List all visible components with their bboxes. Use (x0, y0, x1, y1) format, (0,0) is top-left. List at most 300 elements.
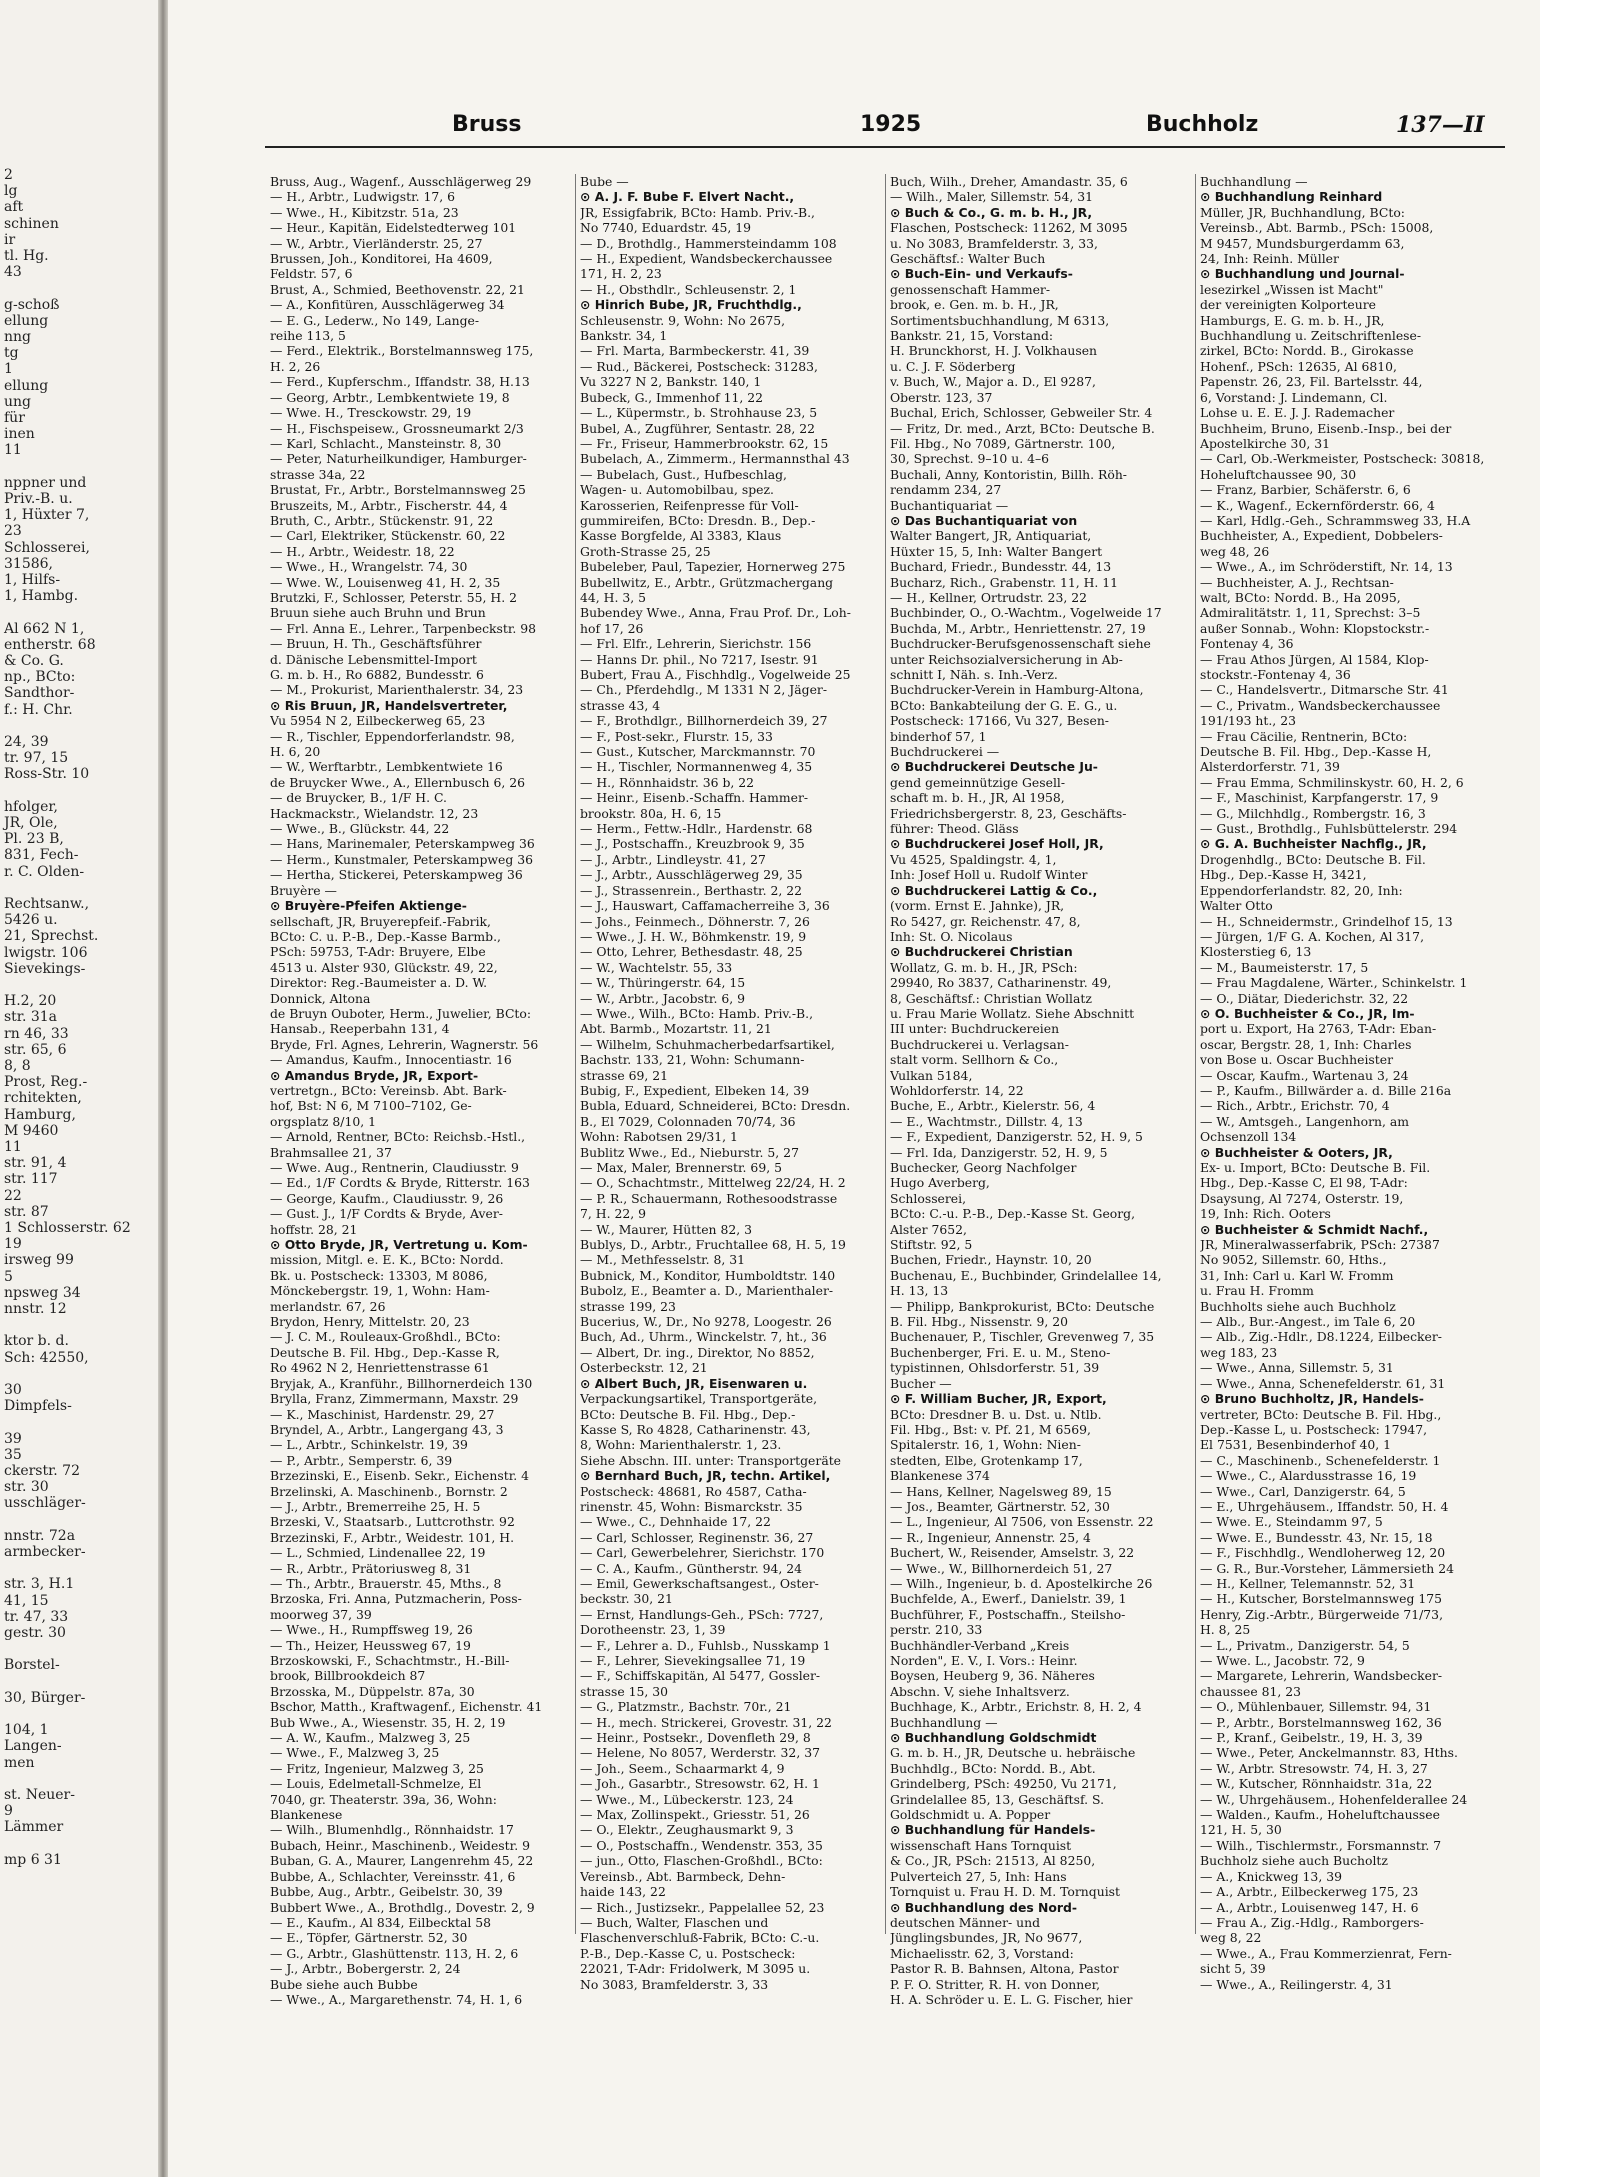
directory-entry-line: Buchholz siehe auch Bucholtz (1200, 1853, 1388, 1869)
directory-entry-line: — Wwe., A., im Schröderstift, Nr. 14, 13 (1200, 559, 1453, 575)
directory-entry-line: stalt vorm. Sellhorn & Co., (890, 1052, 1059, 1068)
directory-entry-line: Buchal, Erich, Schlosser, Gebweiler Str. 4 (890, 405, 1153, 421)
directory-entry-line: — H., Fischspeisew., Grossneumarkt 2/3 (270, 420, 524, 436)
directory-entry-line: Wagen- u. Automobilbau, spez. (580, 482, 774, 498)
directory-entry-line: — Wwe., A., Reilingerstr. 4, 31 (1200, 1976, 1393, 1992)
left-page-line: ellung (4, 377, 49, 394)
directory-entry-line: Hbg., Dep.-Kasse C, El 98, T-Adr: (1200, 1175, 1408, 1191)
directory-entry-line: 6, Vorstand: J. Lindemann, Cl. (1200, 389, 1388, 405)
left-page-line: 35 (4, 1446, 22, 1463)
left-page-line: hfolger, (4, 798, 58, 815)
directory-entry-line: hof, Bst: N 6, M 7100–7102, Ge- (270, 1098, 472, 1114)
left-page-line: 2 (4, 167, 13, 183)
left-page-line: & Co. G. (4, 653, 64, 669)
directory-entry-line: — W., Arbtr., Jacobstr. 6, 9 (580, 990, 745, 1006)
directory-entry-line: mission, Mitgl. e. E. K., BCto: Nordd. (270, 1252, 504, 1268)
directory-entry-line: 121, H. 5, 30 (1200, 1822, 1282, 1838)
directory-entry-line: Eppendorferlandstr. 82, 20, Inh: (1200, 882, 1403, 898)
directory-entry-line: — F., Fischhdlg., Wendloherweg 12, 20 (1200, 1545, 1446, 1561)
directory-entry-line: hof 17, 26 (580, 620, 644, 636)
directory-entry-line: Brahmsallee 21, 37 (270, 1144, 392, 1160)
directory-entry-line: — E. G., Lederw., No 149, Lange- (270, 312, 480, 328)
directory-entry-line: Boysen, Heuberg 9, 36. Näheres (890, 1668, 1095, 1684)
directory-entry-line: Brzelinski, A. Maschinenb., Bornstr. 2 (270, 1483, 508, 1499)
directory-entry-line: ⊙ O. Buchheister & Co., JR, Im- (1200, 1005, 1415, 1021)
directory-entry-line: — Jürgen, 1/F G. A. Kochen, Al 317, (1200, 928, 1425, 944)
directory-entry-line: ⊙ Buchheister & Ooters, JR, (1200, 1144, 1393, 1160)
directory-entry-line: No 9052, Sillemstr. 60, Hths., (1200, 1252, 1387, 1268)
directory-entry-line: Bubolz, E., Beamter a. D., Marienthaler- (580, 1283, 834, 1299)
directory-entry-line: — Emil, Gewerkschaftsangest., Oster- (580, 1575, 819, 1591)
column-1 (270, 174, 570, 2007)
directory-entry-line: — jun., Otto, Flaschen-Großhdl., BCto: (580, 1853, 823, 1869)
directory-entry-line: Vu 5954 N 2, Eilbeckerweg 65, 23 (270, 713, 486, 729)
directory-entry-line: strasse 199, 23 (580, 1298, 676, 1314)
directory-entry-line: — W., Maurer, Hütten 82, 3 (580, 1221, 752, 1237)
directory-entry-line: — Carl, Elektriker, Stückenstr. 60, 22 (270, 528, 506, 544)
page-header (168, 112, 1600, 146)
directory-entry-line: Bube — (580, 174, 629, 189)
directory-entry-line: haide 143, 22 (580, 1884, 666, 1900)
directory-entry-line: Kasse S, Ro 4828, Catharinenstr. 43, (580, 1421, 811, 1437)
directory-entry-line: BCto: Deutsche B. Fil. Hbg., Dep.- (580, 1406, 796, 1422)
directory-entry-line: G. m. b. H., JR, Deutsche u. hebräische (890, 1745, 1136, 1761)
directory-entry-line: — Frl. Elfr., Lehrerin, Sierichstr. 156 (580, 636, 812, 652)
directory-entry-line: Bubbert Wwe., A., Brothdlg., Dovestr. 2, 9 (270, 1899, 535, 1915)
directory-entry-line: & Co., JR, PSch: 21513, Al 8250, (890, 1853, 1096, 1869)
directory-entry-line: 7040, gr. Theaterstr. 39a, 36, Wohn: (270, 1791, 497, 1807)
directory-entry-line: — L., Arbtr., Schinkelstr. 19, 39 (270, 1437, 468, 1453)
directory-entry-line: Bruyère — (270, 882, 337, 898)
directory-entry-line: — Gust., Kutscher, Marckmannstr. 70 (580, 744, 816, 760)
directory-entry-line: u. C. J. F. Söderberg (890, 358, 1016, 374)
directory-entry-line: — P., Arbtr., Borstelmannsweg 162, 36 (1200, 1714, 1442, 1730)
column-separator (575, 174, 576, 1934)
directory-entry-line: M 9457, Mundsburgerdamm 63, (1200, 235, 1405, 251)
directory-entry-line: strasse 15, 30 (580, 1683, 669, 1699)
directory-entry-line: Abschn. V, siehe Inhaltsverz. (890, 1683, 1070, 1699)
directory-entry-line: Karosserien, Reifenpresse für Voll- (580, 497, 799, 513)
directory-entry-line: u. Frau Marie Wollatz. Siehe Abschnitt (890, 1005, 1135, 1021)
book-gutter (158, 0, 168, 2177)
directory-entry-line: — Wilhelm, Schuhmacherbedarfsartikel, (580, 1036, 835, 1052)
directory-entry-line: — K., Maschinist, Hardenstr. 29, 27 (270, 1406, 495, 1422)
directory-entry-line: — Frl. Ida, Danzigerstr. 52, H. 9, 5 (890, 1144, 1108, 1160)
directory-entry-line: — F., Schiffskapitän, Al 5477, Gossler- (580, 1668, 821, 1684)
directory-entry-line: — Frl. Marta, Barmbeckerstr. 41, 39 (580, 343, 810, 359)
left-page-line: 24, 39 (4, 734, 49, 750)
directory-entry-line: — Wwe. E., Bundesstr. 43, Nr. 15, 18 (1200, 1529, 1433, 1545)
directory-entry-line: Buchhage, K., Arbtr., Erichstr. 8, H. 2, 4 (890, 1699, 1142, 1715)
directory-entry-line: — Fritz, Ingenieur, Malzweg 3, 25 (270, 1760, 484, 1776)
directory-entry-line: — Louis, Edelmetall-Schmelze, El (270, 1776, 482, 1792)
left-page-line: M 9460 (4, 1122, 59, 1139)
left-page-line: men (4, 1754, 35, 1771)
directory-entry-line: — W., Arbtr. Stresowstr. 74, H. 3, 27 (1200, 1760, 1428, 1776)
directory-entry-line: ⊙ Bernhard Buch, JR, techn. Artikel, (580, 1468, 831, 1484)
directory-entry-line: — Hanns Dr. phil., No 7217, Isestr. 91 (580, 651, 819, 667)
left-page-line: Langen- (4, 1738, 62, 1755)
directory-entry-line: — E., Kaufm., Al 834, Eilbecktal 58 (270, 1914, 492, 1930)
left-page-line: 8, 8 (4, 1058, 31, 1074)
directory-entry-line: — Wwe., H., Wrangelstr. 74, 30 (270, 559, 468, 575)
directory-entry-line: beckstr. 30, 21 (580, 1591, 673, 1607)
directory-entry-line: — C., Handelsvertr., Ditmarsche Str. 41 (1200, 682, 1449, 698)
directory-entry-line: Fontenay 4, 36 (1200, 636, 1294, 652)
left-page-line: 21, Sprechst. (4, 928, 99, 945)
header-year: 1925 (860, 112, 922, 137)
directory-entry-line: — A. W., Kaufm., Malzweg 3, 25 (270, 1730, 471, 1746)
directory-entry-line: — F., Brothdlgr., Billhornerdeich 39, 27 (580, 713, 828, 729)
left-page-line: Dimpfels- (4, 1398, 72, 1415)
directory-entry-line: perstr. 210, 33 (890, 1622, 983, 1638)
directory-entry-line: — Wilh., Blumenhdlg., Rönnhaidstr. 17 (270, 1822, 514, 1838)
left-page-line: inen (4, 426, 35, 443)
directory-entry-line: JR, Essigfabrik, BCto: Hamb. Priv.-B., (580, 204, 815, 220)
directory-entry-line: Bk. u. Postscheck: 13303, M 8086, (270, 1267, 488, 1283)
directory-entry-line: — de Bruycker, B., 1/F H. C. (270, 790, 447, 806)
directory-entry-line: — G., Milchhdlg., Rombergstr. 16, 3 (1200, 805, 1426, 821)
directory-entry-line: — Ed., 1/F Cordts & Bryde, Ritterstr. 163 (270, 1175, 530, 1191)
directory-entry-line: — L., Privatm., Danzigerstr. 54, 5 (1200, 1637, 1410, 1653)
directory-entry-line: Buchhandlung u. Zeitschriftenlese- (1200, 328, 1422, 344)
directory-entry-line: Dorotheenstr. 23, 1, 39 (580, 1622, 726, 1638)
directory-entry-line: — Wwe., A., Frau Kommerzienrat, Fern- (1200, 1945, 1452, 1961)
directory-entry-line: — Franz, Barbier, Schäferstr. 6, 6 (1200, 482, 1411, 498)
left-page-line: np., BCto: (4, 669, 76, 686)
directory-entry-line: ⊙ Amandus Bryde, JR, Export- (270, 1067, 479, 1083)
directory-entry-line: — Wwe., H., Rumpffsweg 19, 26 (270, 1622, 473, 1638)
directory-entry-line: Hackmackstr., Wielandstr. 12, 23 (270, 805, 479, 821)
directory-entry-line: Alsterdorferstr. 71, 39 (1200, 759, 1340, 775)
left-page-line: Sandthor- (4, 685, 75, 702)
directory-entry-line: — Wwe., J. H. W., Böhmkenstr. 19, 9 (580, 928, 807, 944)
left-page-line: aft (4, 199, 24, 216)
directory-entry-line: — H., Kellner, Telemannstr. 52, 31 (1200, 1575, 1416, 1591)
directory-entry-line: Postscheck: 48681, Ro 4587, Catha- (580, 1483, 807, 1499)
directory-entry-line: Mönckebergstr. 19, 1, Wohn: Ham- (270, 1283, 490, 1299)
directory-entry-line: Hüxter 15, 5, Inh: Walter Bangert (890, 543, 1103, 559)
directory-entry-line: — R., Tischler, Eppendorferlandstr. 98, (270, 728, 515, 744)
directory-entry-line: Oberstr. 123, 37 (890, 389, 993, 405)
left-page-line: gestr. 30 (4, 1625, 66, 1641)
left-page-line: 11 (4, 442, 22, 459)
directory-entry-line: Wohn: Rabotsen 29/31, 1 (580, 1129, 738, 1145)
directory-entry-line: de Bruycker Wwe., A., Ellernbusch 6, 26 (270, 774, 525, 790)
header-right-word: Buchholz (1146, 112, 1259, 137)
directory-entry-line: — Ernst, Handlungs-Geh., PSch: 7727, (580, 1606, 824, 1622)
left-page-line: 1 Schlosserstr. 62 (4, 1220, 131, 1236)
directory-entry-line: — H., Kutscher, Borstelmannsweg 175 (1200, 1591, 1442, 1607)
left-page-line: 39 (4, 1430, 22, 1447)
directory-entry-line: Hoheluftchaussee 90, 30 (1200, 466, 1357, 482)
directory-entry-line: Müller, JR, Buchhandlung, BCto: (1200, 204, 1405, 220)
directory-entry-line: Bschor, Matth., Kraftwagenf., Eichenstr. 41 (270, 1699, 543, 1715)
directory-entry-line: Bucharz, Rich., Grabenstr. 11, H. 11 (890, 574, 1119, 590)
directory-entry-line: zirkel, BCto: Nordd. B., Girokasse (1200, 343, 1414, 359)
directory-entry-line: — Philipp, Bankprokurist, BCto: Deutsche (890, 1298, 1155, 1314)
directory-entry-line: — Carl, Schlosser, Reginenstr. 36, 27 (580, 1529, 814, 1545)
left-page-line: lg (4, 183, 18, 200)
directory-entry-line: Bubbe, A., Schlachter, Vereinsstr. 41, 6 (270, 1868, 516, 1884)
directory-entry-line: brook, Billbrookdeich 87 (270, 1668, 426, 1684)
directory-entry-line: 30, Sprechst. 9–10 u. 4–6 (890, 451, 1050, 467)
directory-entry-line: — W., Kutscher, Rönnhaidstr. 31a, 22 (1200, 1776, 1433, 1792)
directory-entry-line: Buchheister, A., Expedient, Dobbelers- (1200, 528, 1443, 544)
directory-entry-line: — H., Schneidermstr., Grindelhof 15, 13 (1200, 913, 1453, 929)
directory-entry-line: v. Buch, W., Major a. D., El 9287, (890, 374, 1096, 390)
directory-entry-line: Brydon, Henry, Mittelstr. 20, 23 (270, 1314, 470, 1330)
directory-entry-line: Bube siehe auch Bubbe (270, 1976, 418, 1992)
directory-entry-line: — F., Lehrer, Sievekingsallee 71, 19 (580, 1653, 806, 1668)
directory-entry-line: — Rud., Bäckerei, Postscheck: 31283, (580, 358, 818, 374)
directory-entry-line: Buchard, Friedr., Bundesstr. 44, 13 (890, 559, 1112, 575)
directory-entry-line: Ochsenzoll 134 (1200, 1129, 1297, 1145)
directory-entry-line: port u. Export, Ha 2763, T-Adr: Eban- (1200, 1021, 1437, 1037)
directory-entry-line: gummireifen, BCto: Dresdn. B., Dep.- (580, 512, 816, 528)
directory-entry-line: — Wwe., H., Kibitzstr. 51a, 23 (270, 204, 459, 220)
directory-entry-line: — Gust. J., 1/F Cordts & Bryde, Aver- (270, 1206, 503, 1222)
directory-entry-line: — Carl, Ob.-Werkmeister, Postscheck: 30818, (1200, 451, 1485, 467)
directory-entry-line: Wollatz, G. m. b. H., JR, PSch: (890, 959, 1078, 975)
directory-entry-line: — W., Arbtr., Vierländerstr. 25, 27 (270, 235, 483, 251)
directory-entry-line: moorweg 37, 39 (270, 1606, 372, 1622)
directory-entry-line: BCto: Bankabteilung der G. E. G., u. (890, 697, 1118, 713)
directory-entry-line: — Herm., Kunstmaler, Peterskampweg 36 (270, 851, 533, 867)
left-page-line: Rechtsanw., (4, 896, 90, 912)
directory-entry-line: Flaschen, Postscheck: 11262, M 3095 (890, 220, 1128, 236)
directory-entry-line: Feldstr. 57, 6 (270, 266, 353, 282)
directory-entry-line: wissenschaft Hans Tornquist (890, 1837, 1072, 1853)
directory-entry-line: Ro 4962 N 2, Henriettenstrasse 61 (270, 1360, 490, 1376)
directory-entry-line: — Bubelach, Gust., Hufbeschlag, (580, 466, 787, 482)
directory-entry-line: Jünglingsbundes, JR, No 9677, (890, 1930, 1083, 1946)
left-page-line: ckerstr. 72 (4, 1463, 80, 1479)
directory-entry-line: 171, H. 2, 23 (580, 266, 662, 282)
directory-entry-line: — E., Uhrgehäusem., Iffandstr. 50, H. 4 (1200, 1498, 1449, 1514)
left-page-line: Lämmer (4, 1819, 64, 1836)
directory-entry-line: ⊙ Hinrich Bube, JR, Fruchthdlg., (580, 297, 802, 313)
left-page-line: Schlosserei, (4, 539, 90, 556)
directory-entry-line: Buchführer, F., Postschaffn., Steilsho- (890, 1606, 1126, 1622)
directory-entry-line: Papenstr. 26, 23, Fil. Bartelsstr. 44, (1200, 374, 1423, 390)
directory-entry-line: — J., Arbtr., Bobergerstr. 2, 24 (270, 1961, 461, 1977)
left-page-line: Pl. 23 B, (4, 831, 64, 848)
column-2 (580, 174, 880, 1992)
directory-entry-line: 22021, T-Adr: Fridolwerk, M 3095 u. (580, 1961, 811, 1977)
directory-entry-line: — G. R., Bur.-Vorsteher, Lämmersieth 24 (1200, 1560, 1454, 1576)
directory-entry-line: Buchenau, E., Buchbinder, Grindelallee 14, (890, 1267, 1162, 1283)
directory-entry-line: — George, Kaufm., Claudiusstr. 9, 26 (270, 1190, 504, 1206)
directory-entry-line: Vu 4525, Spaldingstr. 4, 1, (890, 851, 1057, 867)
directory-entry-line: ⊙ Buchdruckerei Lattig & Co., (890, 882, 1098, 898)
directory-entry-line: d. Dänische Lebensmittel-Import (270, 651, 477, 667)
directory-entry-line: Buchantiquariat — (890, 497, 1009, 513)
directory-entry-line: Bubbe, Aug., Arbtr., Geibelstr. 30, 39 (270, 1884, 503, 1900)
directory-entry-line: Ro 5427, gr. Reichenstr. 47, 8, (890, 913, 1081, 929)
directory-entry-line: — O., Schachtmstr., Mittelweg 22/24, H. 2 (580, 1175, 846, 1191)
directory-entry-line: — A., Arbtr., Louisenweg 147, H. 6 (1200, 1899, 1419, 1915)
directory-entry-line: Admiralitätstr. 1, 11, Sprechst: 3–5 (1200, 605, 1421, 621)
directory-entry-line: G. m. b. H., Ro 6882, Bundesstr. 6 (270, 667, 484, 682)
directory-entry-line: Bubellwitz, E., Arbtr., Grützmachergang (580, 574, 834, 590)
left-page-line: schinen (4, 215, 59, 232)
directory-entry-line: Grindelallee 85, 13, Geschäftsf. S. (890, 1791, 1105, 1807)
directory-entry-line: rendamm 234, 27 (890, 482, 1002, 498)
directory-entry-line: Tornquist u. Frau H. D. M. Tornquist (890, 1884, 1120, 1900)
directory-entry-line: Buche, E., Arbtr., Kielerstr. 56, 4 (890, 1098, 1096, 1114)
directory-entry-line: — Amandus, Kaufm., Innocentiastr. 16 (270, 1052, 512, 1068)
directory-entry-line: Bucher — (890, 1375, 952, 1391)
directory-entry-line: — C. A., Kaufm., Güntherstr. 94, 24 (580, 1560, 803, 1576)
directory-entry-line: — F., Expedient, Danzigerstr. 52, H. 9, 5 (890, 1129, 1143, 1145)
directory-entry-line: Buchert, W., Reisender, Amselstr. 3, 22 (890, 1545, 1135, 1561)
directory-entry-line: strasse 43, 4 (580, 697, 661, 713)
directory-entry-line: — Buchheister, A. J., Rechtsan- (1200, 574, 1394, 590)
directory-entry-line: von Bose u. Oscar Buchheister (1200, 1052, 1394, 1068)
directory-entry-line: — J., Postschaffn., Kreuzbrook 9, 35 (580, 836, 805, 852)
left-page-line: Al 662 N 1, (4, 620, 85, 637)
directory-entry-line: ⊙ G. A. Buchheister Nachflg., JR, (1200, 836, 1427, 852)
directory-entry-line: Brzoska, Fri. Anna, Putzmacherin, Poss- (270, 1591, 522, 1607)
directory-entry-line: H. 2, 26 (270, 358, 321, 374)
directory-entry-line: Bubeleber, Paul, Tapezier, Hornerweg 275 (580, 559, 846, 575)
directory-entry-line: binderhof 57, 1 (890, 728, 987, 744)
directory-entry-line: — W., Werftarbtr., Lembkentwiete 16 (270, 759, 503, 775)
directory-entry-line: — Wilh., Maler, Sillemstr. 54, 31 (890, 189, 1094, 205)
directory-entry-line: rinenstr. 45, Wohn: Bismarckstr. 35 (580, 1498, 803, 1514)
column-3 (890, 174, 1190, 2007)
directory-entry-line: — E., Töpfer, Gärtnerstr. 52, 30 (270, 1930, 468, 1946)
directory-entry-line: — J., Arbtr., Bremerreihe 25, H. 5 (270, 1498, 481, 1514)
left-page-line: entherstr. 68 (4, 636, 96, 653)
left-page-line: ktor b. d. (4, 1333, 69, 1350)
directory-entry-line: Hohenf., PSch: 12635, Al 6810, (1200, 358, 1397, 374)
directory-entry-line: P. F. O. Stritter, R. H. von Donner, (890, 1976, 1101, 1992)
directory-entry-line: Vulkan 5184, (890, 1067, 973, 1083)
directory-entry-line: 19, Inh: Rich. Ooters (1200, 1206, 1331, 1222)
directory-entry-line: Bubig, F., Expedient, Elbeken 14, 39 (580, 1082, 810, 1098)
directory-entry-line: — Rich., Justizsekr., Pappelallee 52, 23 (580, 1899, 825, 1915)
left-page-fragment (0, 0, 158, 2177)
directory-entry-line: Hansab., Reeperbahn 131, 4 (270, 1021, 450, 1037)
directory-entry-line: u. No 3083, Bramfelderstr. 3, 33, (890, 235, 1098, 251)
left-page-line: 1, Hilfs- (4, 572, 61, 588)
directory-entry-line: — A., Knickweg 13, 39 (1200, 1868, 1342, 1884)
left-page-line: str. 87 (4, 1203, 49, 1220)
directory-entry-line: — Otto, Lehrer, Bethesdastr. 48, 25 (580, 944, 803, 960)
directory-entry-line: Bubach, Heinr., Maschinenb., Weidestr. 9 (270, 1837, 530, 1853)
directory-entry-line: B., El 7029, Colonnaden 70/74, 36 (580, 1113, 796, 1129)
directory-entry-line: brookstr. 80a, H. 6, 15 (580, 805, 722, 821)
directory-entry-line: Hbg., Dep.-Kasse H, 3421, (1200, 867, 1367, 883)
directory-entry-line: Sortimentsbuchhandlung, M 6313, (890, 312, 1110, 328)
column-4 (1200, 174, 1500, 1992)
directory-entry-line: — Frau Cäcilie, Rentnerin, BCto: (1200, 728, 1408, 744)
directory-entry-line: Buchdrucker-Verein in Hamburg-Altona, (890, 682, 1144, 698)
directory-entry-line: H. 8, 25 (1200, 1622, 1251, 1638)
directory-entry-line: — Frau A., Zig.-Hdlg., Ramborgers- (1200, 1914, 1424, 1930)
directory-entry-line: — Joh., Seem., Schaarmarkt 4, 9 (580, 1760, 785, 1776)
directory-entry-line: — Wwe., B., Glückstr. 44, 22 (270, 821, 450, 837)
directory-entry-line: 29940, Ro 3837, Catharinenstr. 49, (890, 975, 1112, 991)
directory-entry-line: Buchdruckerei u. Verlagsan- (890, 1036, 1069, 1052)
left-page-line: Ross-Str. 10 (4, 766, 90, 783)
directory-entry-line: merlandstr. 67, 26 (270, 1298, 386, 1314)
directory-entry-line: Alster 7652, (890, 1221, 967, 1237)
directory-entry-line: — P. R., Schauermann, Rothesoodstrasse (580, 1190, 838, 1206)
directory-entry-line: — M., Baumeisterstr. 17, 5 (1200, 959, 1369, 975)
directory-entry-line: Vu 3227 N 2, Bankstr. 140, 1 (580, 374, 762, 390)
directory-entry-line: — Th., Heizer, Heussweg 67, 19 (270, 1637, 471, 1653)
left-page-line: 1, Hambg. (4, 588, 79, 605)
directory-entry-line: B. Fil. Hbg., Nissenstr. 9, 20 (890, 1314, 1069, 1330)
directory-entry-line: — F., Post-sekr., Flurstr. 15, 33 (580, 728, 773, 744)
left-page-line: str. 31a (4, 1009, 58, 1026)
directory-entry-line: ⊙ Buchheister & Schmidt Nachf., (1200, 1221, 1429, 1237)
directory-entry-line: Schlosserei, (890, 1190, 967, 1206)
directory-entry-line: — Rich., Arbtr., Erichstr. 70, 4 (1200, 1098, 1390, 1114)
directory-entry-line: Schleusenstr. 9, Wohn: No 2675, (580, 312, 786, 328)
left-page-line: str. 30 (4, 1479, 49, 1496)
directory-entry-line: — Wwe., Wilh., BCto: Hamb. Priv.-B., (580, 1005, 814, 1021)
left-page-line: usschläger- (4, 1495, 86, 1512)
directory-entry-line: Groth-Strasse 25, 25 (580, 543, 711, 559)
left-page-line: Borstel- (4, 1657, 60, 1674)
directory-entry-line: — Karl, Schlacht., Mansteinstr. 8, 30 (270, 435, 502, 451)
directory-entry-line: stedten, Elbe, Grotenkamp 17, (890, 1452, 1083, 1468)
directory-entry-line: — Th., Arbtr., Brauerstr. 45, Mths., 8 (270, 1575, 502, 1591)
left-page-line: r. C. Olden- (4, 863, 85, 880)
directory-entry-line: Buchen, Friedr., Haynstr. 10, 20 (890, 1252, 1092, 1268)
directory-entry-line: Abt. Barmb., Mozartstr. 11, 21 (580, 1021, 772, 1037)
directory-entry-line: deutschen Männer- und (890, 1914, 1041, 1930)
directory-entry-line: ⊙ Buchhandlung des Nord- (890, 1899, 1078, 1915)
directory-entry-line: — Wwe., M., Lübeckerstr. 123, 24 (580, 1791, 794, 1807)
directory-entry-line: — Georg, Arbtr., Lembkentwiete 19, 8 (270, 389, 510, 405)
directory-entry-line: Bubla, Eduard, Schneiderei, BCto: Dresdn. (580, 1098, 851, 1114)
directory-entry-line: oscar, Bergstr. 28, 1, Inh: Charles (1200, 1036, 1412, 1052)
directory-entry-line: Apostelkirche 30, 31 (1200, 435, 1330, 451)
directory-entry-line: Bubelach, A., Zimmerm., Hermannsthal 43 (580, 451, 850, 467)
directory-entry-line: — Wwe., Peter, Anckelmannstr. 83, Hths. (1200, 1745, 1458, 1761)
directory-entry-line: Buchbinder, O., O.-Wachtm., Vogelweide 17 (890, 605, 1162, 621)
directory-entry-line: — Hertha, Stickerei, Peterskampweg 36 (270, 867, 523, 883)
directory-entry-line: stockstr.-Fontenay 4, 36 (1200, 667, 1351, 682)
directory-entry-line: Walter Bangert, JR, Antiquariat, (890, 528, 1092, 544)
directory-entry-line: — Frau Magdalene, Wärter., Schinkelstr. 1 (1200, 975, 1468, 991)
directory-entry-line: unter Reichsozialversicherung in Ab- (890, 651, 1123, 667)
directory-entry-line: — W., Thüringerstr. 64, 15 (580, 975, 746, 991)
directory-entry-line: hoffstr. 28, 21 (270, 1221, 358, 1237)
directory-entry-line: — Ch., Pferdehdlg., M 1331 N 2, Jäger- (580, 682, 828, 698)
directory-entry-line: P.-B., Dep.-Kasse C, u. Postscheck: (580, 1945, 796, 1961)
left-page-line: armbecker- (4, 1544, 86, 1560)
directory-entry-line: — J., Arbtr., Lindleystr. 41, 27 (580, 851, 766, 867)
left-page-line: 1 (4, 361, 13, 378)
directory-entry-line: de Bruyn Ouboter, Herm., Juwelier, BCto: (270, 1005, 532, 1021)
directory-entry-line: Inh: St. O. Nicolaus (890, 928, 1013, 944)
directory-entry-line: — Wwe., F., Malzweg 3, 25 (270, 1745, 440, 1761)
directory-entry-line: 31, Inh: Carl u. Karl W. Fromm (1200, 1267, 1394, 1283)
directory-entry-line: — Max, Maler, Brennerstr. 69, 5 (580, 1160, 782, 1175)
left-page-line: npsweg 34 (4, 1284, 81, 1301)
left-page-line: ir (4, 231, 16, 248)
directory-entry-line: schaft m. b. H., JR, Al 1958, (890, 790, 1065, 806)
directory-entry-line: Pulverteich 27, 5, Inh: Hans (890, 1868, 1067, 1884)
directory-entry-line: 8, Geschäftsf.: Christian Wollatz (890, 990, 1092, 1006)
directory-entry-line: — Alb., Zig.-Hdlr., D8.1224, Eilbecker- (1200, 1329, 1442, 1345)
